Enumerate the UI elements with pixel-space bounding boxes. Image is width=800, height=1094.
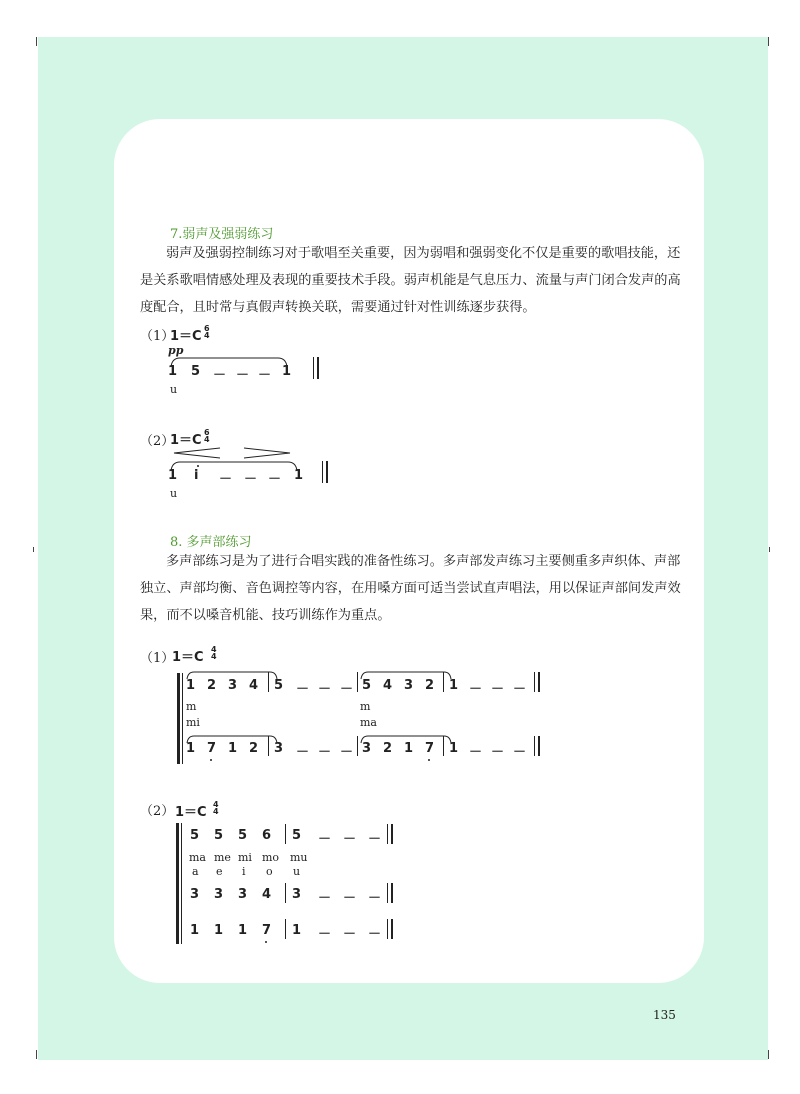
barline — [268, 736, 269, 756]
syllable: mo — [262, 851, 280, 864]
note: 1 — [238, 923, 248, 938]
crop-mark — [768, 1050, 769, 1059]
final-barline — [538, 672, 540, 692]
note: 2 — [249, 741, 259, 756]
note: 5 — [190, 828, 200, 843]
final-barline — [534, 736, 535, 756]
time-top: 6 — [204, 428, 210, 437]
barline — [285, 919, 286, 939]
note: 3 — [292, 887, 302, 902]
key-signature: 1＝C — [172, 650, 204, 665]
time-bottom: 4 — [211, 652, 217, 661]
syllable: e — [216, 865, 223, 878]
time-top: 6 — [204, 324, 210, 333]
note: 7 — [425, 741, 435, 756]
key-signature: 1＝C — [170, 329, 202, 344]
note: 1 — [186, 678, 196, 693]
syllable: u — [170, 487, 178, 500]
barline — [268, 672, 269, 692]
system-bracket — [176, 823, 179, 944]
note: 6 — [262, 828, 272, 843]
note-dash: － — [219, 472, 233, 487]
note: i — [194, 468, 199, 483]
note: 1 — [168, 364, 178, 379]
note-dash: － — [296, 745, 310, 760]
note-dash: － — [343, 891, 357, 906]
note-dash: － — [513, 682, 527, 697]
note-dash: － — [368, 927, 382, 942]
final-barline — [387, 919, 388, 939]
syllable: mu — [290, 851, 308, 864]
final-barline — [391, 824, 393, 844]
key-signature: 1＝C — [175, 805, 207, 820]
syllable: ma — [189, 851, 206, 864]
note-dash: － — [268, 472, 282, 487]
final-barline — [313, 357, 314, 379]
note-dash: － — [318, 682, 332, 697]
note-dash: － — [296, 682, 310, 697]
section-7-paragraph: 弱声及强弱控制练习对于歌唱至关重要，因为弱唱和强弱变化不仅是重要的歌唱技能，还是关系歌唱情感处理及表现的重要技术手段。弱声机能是气息压力、流量与声门闭合发声的高度配合，且时常与真假声转换关联，需要通过针对性训练逐步获得。 — [140, 246, 681, 315]
example-label: （2） — [140, 804, 175, 819]
key-signature: 1＝C — [170, 433, 202, 448]
time-bottom: 4 — [213, 807, 219, 816]
syllable: a — [192, 865, 199, 878]
low-octave-dot — [428, 759, 430, 761]
note: 1 — [214, 923, 224, 938]
note: 1 — [228, 741, 238, 756]
dynamic-marking: pp — [168, 344, 184, 357]
note: 7 — [207, 741, 217, 756]
final-barline — [538, 736, 540, 756]
note: 1 — [168, 468, 178, 483]
time-top: 4 — [211, 645, 217, 654]
note: 1 — [449, 678, 459, 693]
barline — [443, 736, 444, 756]
syllable: o — [266, 865, 273, 878]
crop-mark — [33, 547, 34, 552]
crop-mark — [36, 37, 37, 46]
note-dash: － — [368, 891, 382, 906]
system-line — [181, 823, 182, 944]
note-dash: － — [318, 927, 332, 942]
syllable: mi — [238, 851, 252, 864]
example-label: （1） — [140, 329, 175, 344]
syllable: u — [293, 865, 301, 878]
note: 5 — [191, 364, 201, 379]
barline — [443, 672, 444, 692]
note-dash: － — [318, 891, 332, 906]
final-barline — [326, 461, 328, 483]
barline — [285, 824, 286, 844]
time-bottom: 4 — [204, 331, 210, 340]
note: 4 — [249, 678, 259, 693]
time-signature — [211, 646, 217, 660]
note: 1 — [190, 923, 200, 938]
note: 5 — [274, 678, 284, 693]
note: 1 — [186, 741, 196, 756]
syllable: me — [214, 851, 231, 864]
barline — [357, 736, 358, 756]
crop-mark — [768, 37, 769, 46]
note: 1 — [282, 364, 292, 379]
note: 1 — [449, 741, 459, 756]
note-dash: － — [469, 745, 483, 760]
low-octave-dot — [265, 941, 267, 943]
final-barline — [387, 824, 388, 844]
note-dash: － — [343, 927, 357, 942]
section-7-title: 7.弱声及强弱练习 — [170, 227, 274, 242]
note: 3 — [404, 678, 414, 693]
final-barline — [387, 883, 388, 903]
note: 2 — [425, 678, 435, 693]
note-dash: － — [491, 745, 505, 760]
note: 2 — [383, 741, 393, 756]
system-bracket — [177, 673, 180, 764]
note-dash: － — [469, 682, 483, 697]
syllable: i — [242, 865, 246, 878]
note: 3 — [228, 678, 238, 693]
note-dash: － — [340, 745, 354, 760]
example-label: （1） — [140, 651, 175, 666]
time-signature — [213, 801, 219, 815]
syllable: ma — [360, 716, 377, 729]
note-dash: － — [340, 682, 354, 697]
note: 1 — [404, 741, 414, 756]
note: 4 — [383, 678, 393, 693]
note: 3 — [190, 887, 200, 902]
crop-mark — [36, 1050, 37, 1059]
section-8-paragraph: 多声部练习是为了进行合唱实践的准备性练习。多声部发声练习主要侧重多声织体、声部独立、声部均衡、音色调控等内容，在用嗓方面可适当尝试直声唱法，用以保证声部间发声效果，而不以嗓音机能、技巧训练作为重点。 — [140, 554, 681, 623]
syllable: m — [186, 700, 197, 713]
note: 5 — [238, 828, 248, 843]
note: 3 — [362, 741, 372, 756]
note: 7 — [262, 923, 272, 938]
note: 5 — [214, 828, 224, 843]
note: 4 — [262, 887, 272, 902]
note-dash: － — [368, 832, 382, 847]
note: 1 — [294, 468, 304, 483]
note-dash: － — [258, 368, 272, 383]
syllable: m — [360, 700, 371, 713]
note: 3 — [274, 741, 284, 756]
high-octave-dot — [197, 465, 199, 467]
note-dash: － — [513, 745, 527, 760]
note: 5 — [292, 828, 302, 843]
crescendo-decrescendo — [172, 447, 292, 459]
note-dash: － — [213, 368, 227, 383]
final-barline — [391, 883, 393, 903]
note-dash: － — [343, 832, 357, 847]
note: 5 — [362, 678, 372, 693]
note-dash: － — [244, 472, 258, 487]
note: 1 — [292, 923, 302, 938]
final-barline — [534, 672, 535, 692]
syllable: mi — [186, 716, 200, 729]
note: 2 — [207, 678, 217, 693]
final-barline — [317, 357, 319, 379]
time-signature — [204, 325, 210, 339]
final-barline — [322, 461, 323, 483]
time-signature — [204, 429, 210, 443]
example-label: （2） — [140, 434, 175, 449]
note: 3 — [238, 887, 248, 902]
syllable: u — [170, 383, 178, 396]
note-dash: － — [236, 368, 250, 383]
page-number: 135 — [653, 1008, 676, 1022]
time-bottom: 4 — [204, 435, 210, 444]
barline — [357, 672, 358, 692]
barline — [285, 883, 286, 903]
low-octave-dot — [210, 759, 212, 761]
crop-mark — [769, 547, 770, 552]
note-dash: － — [318, 745, 332, 760]
note-dash: － — [318, 832, 332, 847]
system-line — [182, 673, 183, 764]
time-top: 4 — [213, 800, 219, 809]
note-dash: － — [491, 682, 505, 697]
slur — [170, 356, 290, 368]
note: 3 — [214, 887, 224, 902]
section-8-title: 8. 多声部练习 — [170, 535, 252, 550]
final-barline — [391, 919, 393, 939]
